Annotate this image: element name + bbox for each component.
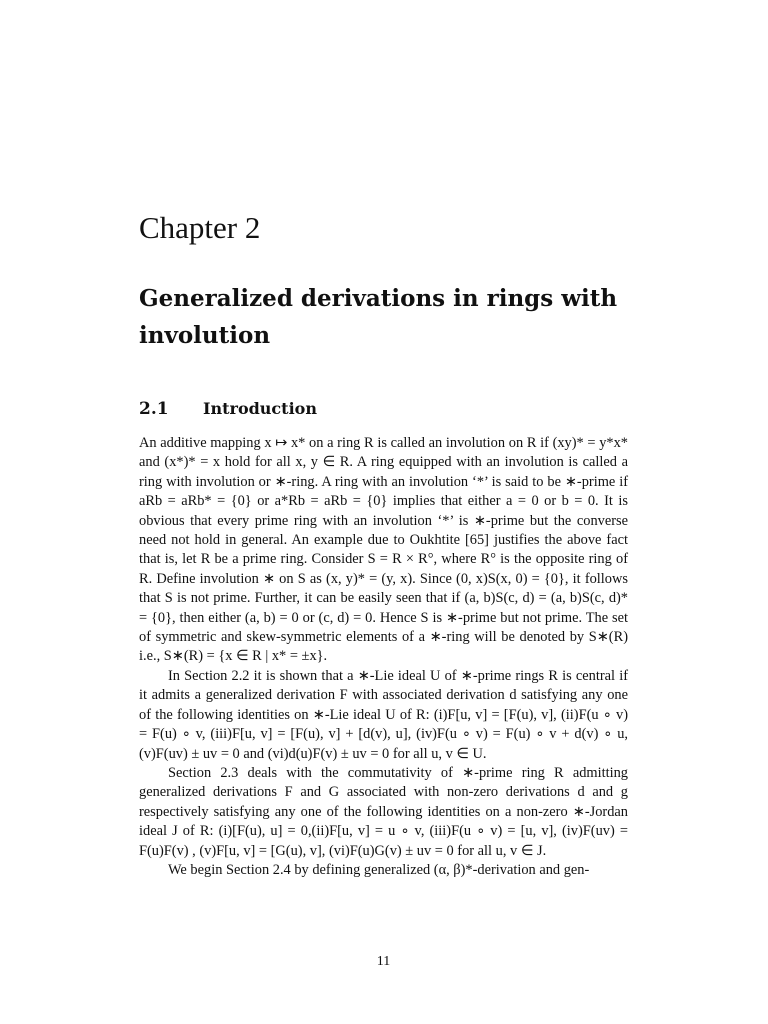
paragraph-1: An additive mapping x ↦ x* on a ring R is called an involution on R if (xy)* = y*x* and (x*)* = x hold for all x, y ∈ R. A ring equipped with an involution is called a ring with involution or ∗-ring. A ring with an involution ‘*’ is said to be ∗-prime if aRb = aRb* = {0} or a*Rb = aRb = {0} implies that either a = 0 or b = 0. It is obvious that every prime ring with an involution ‘*’ is ∗-prime but the converse need not hold in general. An example due to Oukhtite [65] justifies the above fact that is, let R be a prime ring. Consider S = R × R°, where R° is the opposite ring of R. Define involution ∗ on S as (x, y)* = (y, x). Since (0, x)S(x, 0) = {0}, it follows that S is not prime. Further, it can be easily seen that if (a, b)S(c, d) = (a, b)S(c, d)* = {0}, then either (a, b) = 0 or (c, d) = 0. Hence S is ∗-prime but not prime. The set of symmetric and skew-symmetric elements of a ∗-ring will be denoted by S∗(R) i.e., S∗(R) = {x ∈ R | x* = ±x}. — [139, 435, 628, 665]
paragraph-3: Section 2.3 deals with the commutativity of ∗-prime ring R admitting generalized derivations F and G associated with non-zero derivations d and g respectively satisfying any one of the following identities on a non-zero ∗-Jordan ideal J of R: (i)[F(u), u] = 0,(ii)F[u, v] = u ∘ v, (iii)F(u ∘ v) = [u, v], (iv)F(uv) = F(u)F(v) , (v)F[u, v] = [G(u), v], (vi)F(u)G(v) ± uv = 0 for all u, v ∈ J. — [139, 764, 628, 859]
section-number: 2.1 — [139, 399, 169, 419]
chapter-title: Generalized derivations in rings with involution — [139, 285, 618, 349]
section-title: Introduction — [203, 399, 317, 418]
chapter-label: Chapter 2 — [139, 210, 261, 245]
section-heading — [139, 399, 317, 419]
paragraph-2: In Section 2.2 it is shown that a ∗-Lie ideal U of ∗-prime rings R is central if it admits a generalized derivation F with associated derivation d satisfying any one of the following identities on ∗-Lie ideal U of R: (i)F[u, v] = [F(u), v], (ii)F(u ∘ v) = F(u) ∘ v, (iii)F[u, v] = [F(u), v] + [d(v), u], (iv)F(u ∘ v) = F(u) ∘ v + d(v) ∘ u, (v)F(uv) ± uv = 0 and (vi)d(u)F(v) ± uv = 0 for all u, v ∈ U. — [139, 667, 628, 762]
page-number: 11 — [376, 954, 391, 969]
paragraph-4: We begin Section 2.4 by defining generalized (α, β)*-derivation and gen- — [168, 861, 590, 878]
body-text — [139, 434, 628, 880]
document-page — [139, 0, 628, 1024]
